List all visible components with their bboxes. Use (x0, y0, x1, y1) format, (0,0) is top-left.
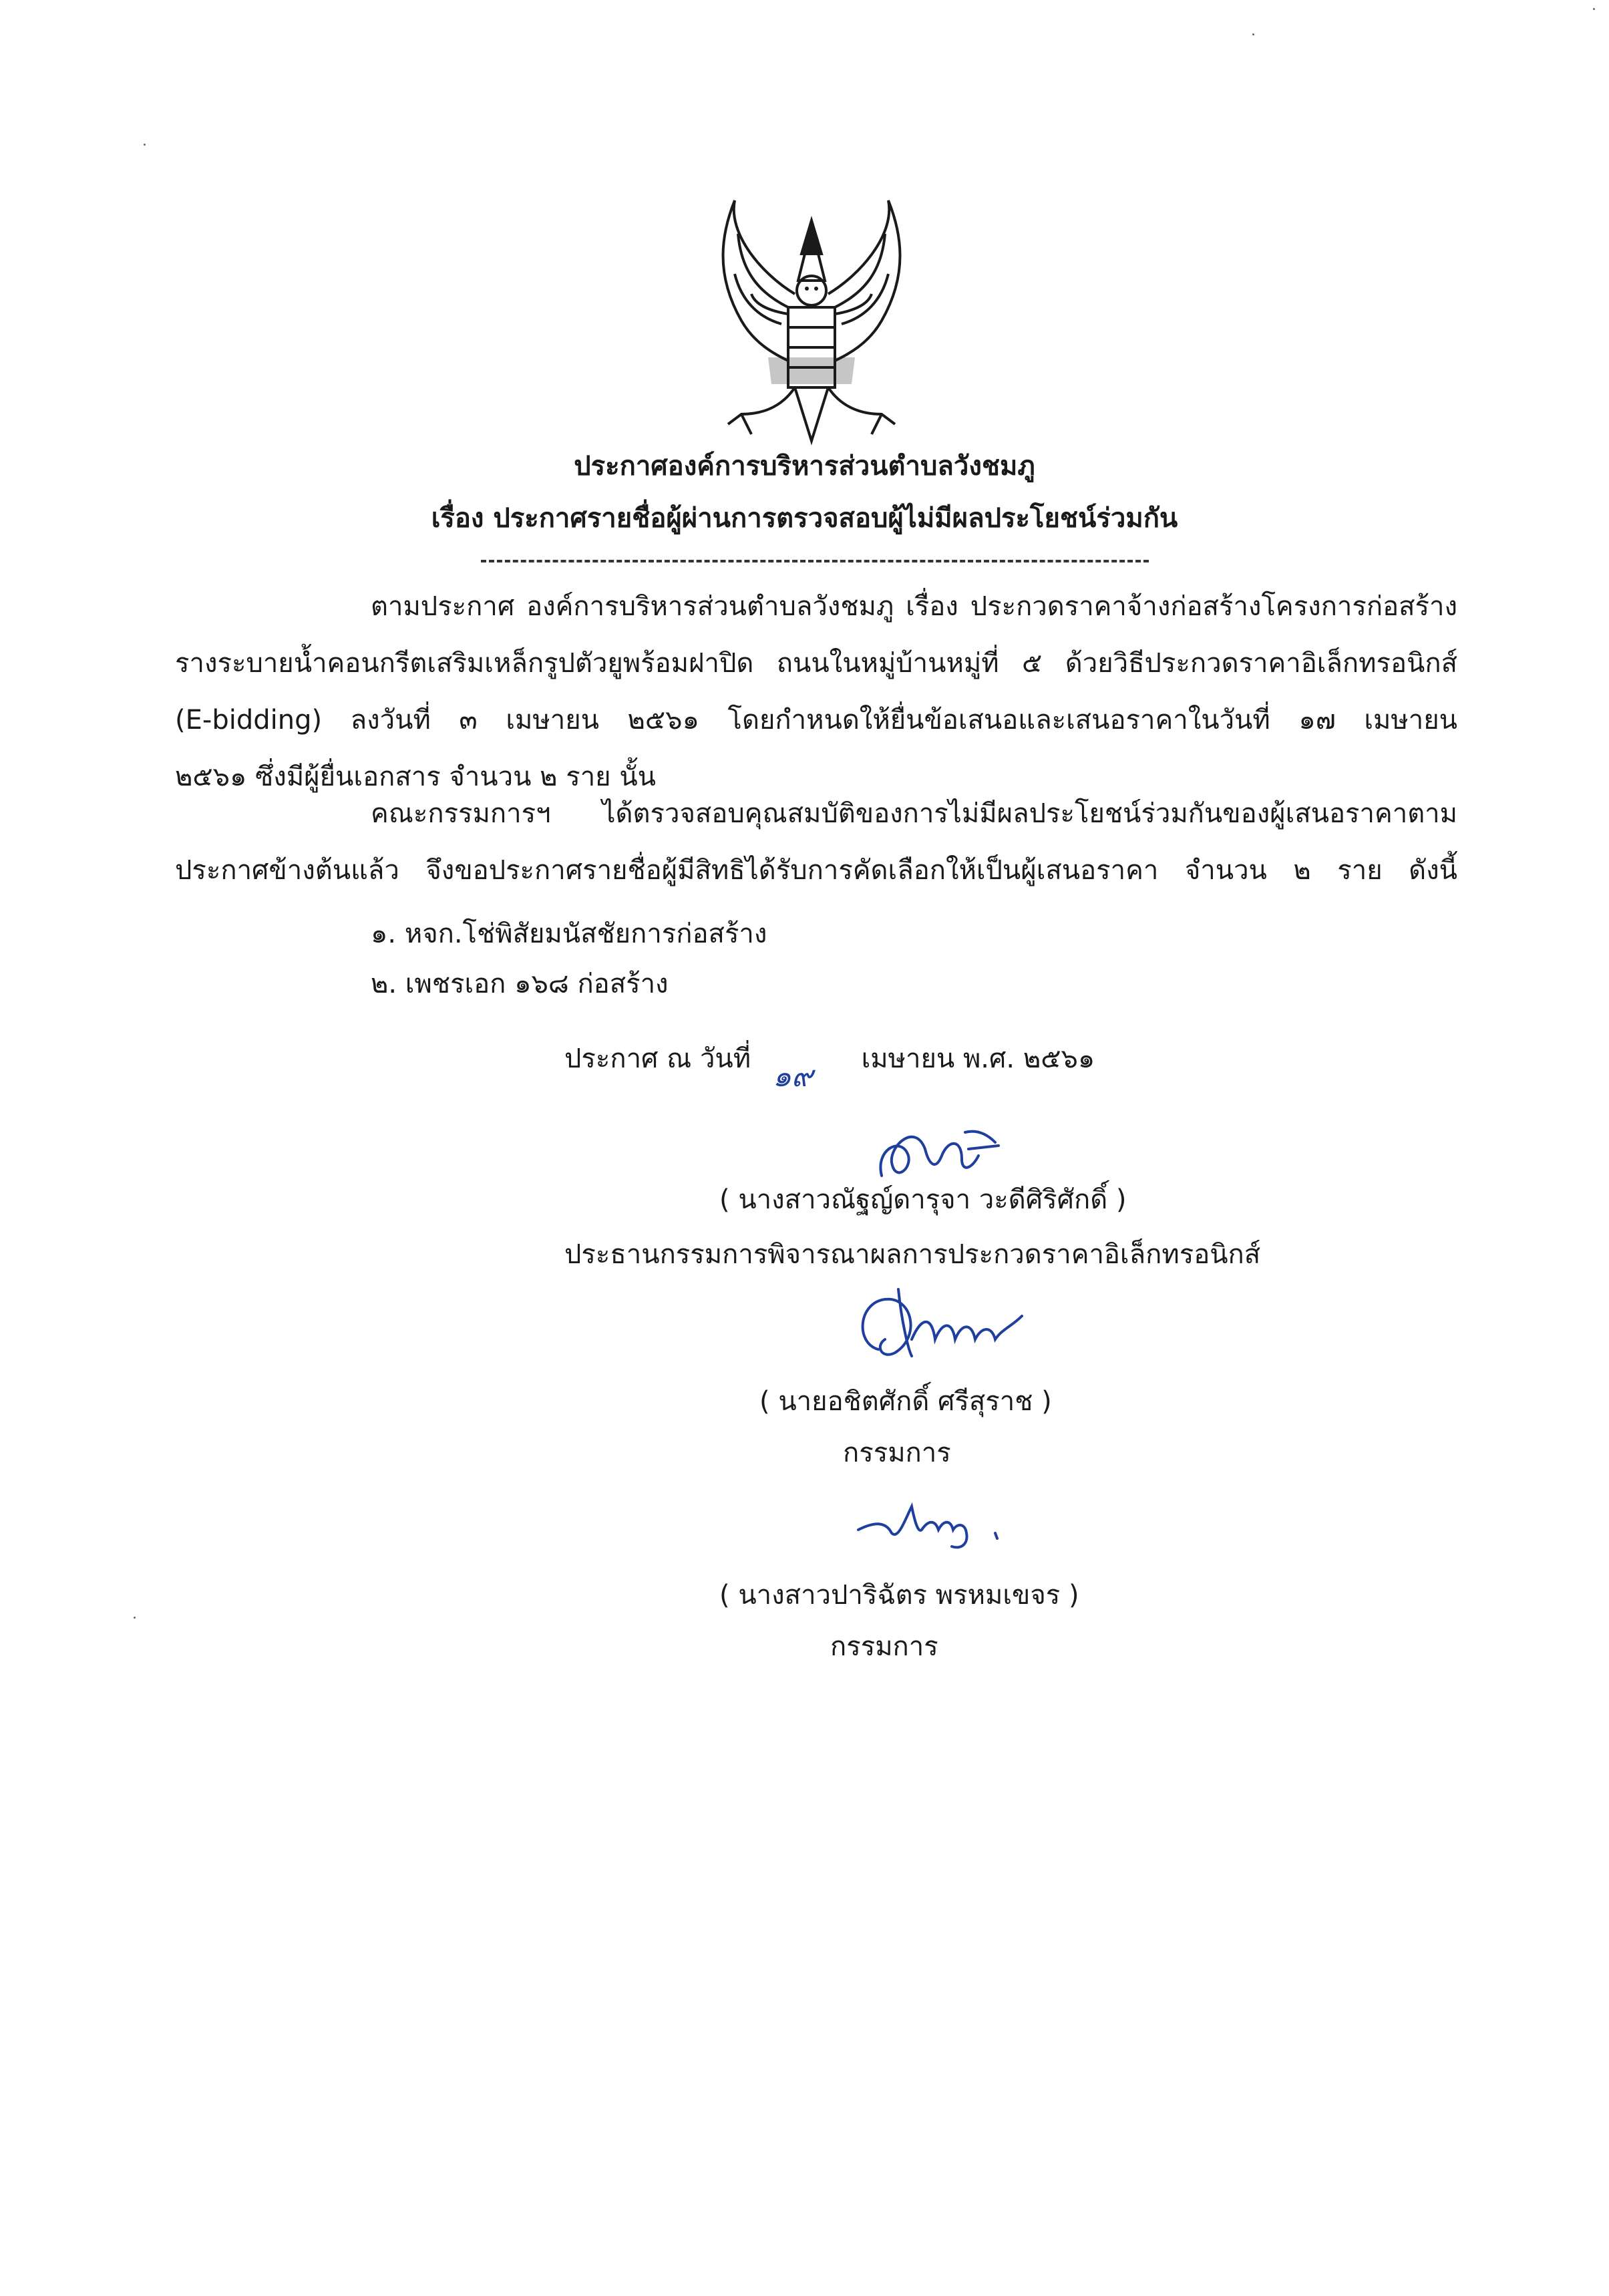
signature-2-image (848, 1276, 1035, 1376)
paragraph-1-line-1: ตามประกาศ องค์การบริหารส่วนตำบลวังชมภู เรื่อง ประกวดราคาจ้างก่อสร้างโครงการก่อสร้าง (371, 591, 1457, 622)
announcement-suffix: เมษายน พ.ศ. ๒๕๖๑ (861, 1043, 1095, 1074)
scan-speck (1593, 8, 1595, 10)
list-item: ๑. หจก.โช่พิสัยมนัสชัยการก่อสร้าง (371, 919, 767, 949)
announcement-prefix: ประกาศ ณ วันที่ (564, 1043, 751, 1074)
paragraph-2-line-2: ประกาศข้างต้นแล้ว จึงขอประกาศรายชื่อผู้มีสิทธิได้รับการคัดเลือกให้เป็นผู้เสนอราคา จำนวน ๒ ราย ดังนี้ (175, 855, 1457, 886)
scan-speck (144, 144, 146, 146)
signatory-1-name: ( นางสาวณัฐญ์ดารุจา วะดีศิริศักดิ์ ) (719, 1184, 1127, 1215)
signatory-3-position: กรรมการ (830, 1631, 938, 1662)
scan-speck (1252, 33, 1254, 35)
signatory-2-name: ( นายอชิตศักดิ์ ศรีสุราช ) (759, 1386, 1052, 1417)
document-subject: เรื่อง ประกาศรายชื่อผู้ผ่านการตรวจสอบผู้ไม่มีผลประโยชน์ร่วมกัน (431, 503, 1178, 534)
signatory-3-name: ( นางสาวปาริฉัตร พรหมเขจร ) (719, 1580, 1079, 1611)
paragraph-1-line-2: รางระบายน้ำคอนกรีตเสริมเหล็กรูปตัวยูพร้อมฝาปิด ถนนในหมู่บ้านหมู่ที่ ๕ ด้วยวิธีประกวดราคาอิเล็กทรอนิกส์ (175, 648, 1457, 679)
signatory-2-position: กรรมการ (843, 1438, 951, 1468)
garuda-emblem-icon (688, 194, 935, 454)
paragraph-1-line-3: (E-bidding) ลงวันที่ ๓ เมษายน ๒๕๖๑ โดยกำหนดให้ยื่นข้อเสนอและเสนอราคาในวันที่ ๑๗ เมษายน (175, 705, 1458, 735)
document-title: ประกาศองค์การบริหารส่วนตำบลวังชมภู (574, 451, 1035, 482)
title-divider (481, 560, 1149, 562)
signatory-1-position: ประธานกรรมการพิจารณาผลการประกวดราคาอิเล็กทรอนิกส์ (564, 1239, 1261, 1270)
announcement-date (564, 1040, 1095, 1094)
list-item: ๒. เพชรเอก ๑๖๘ ก่อสร้าง (371, 969, 669, 999)
paragraph-1-line-4: ๒๕๖๑ ซึ่งมีผู้ยื่นเอกสาร จำนวน ๒ ราย นั้น (175, 762, 657, 792)
scan-speck (134, 1617, 136, 1619)
signature-3-image (852, 1493, 1019, 1553)
handwritten-day: ๑๙ (772, 1059, 814, 1094)
paragraph-2-line-1: คณะกรรมการฯ ได้ตรวจสอบคุณสมบัติของการไม่มีผลประโยชน์ร่วมกันของผู้เสนอราคาตาม (371, 798, 1457, 829)
